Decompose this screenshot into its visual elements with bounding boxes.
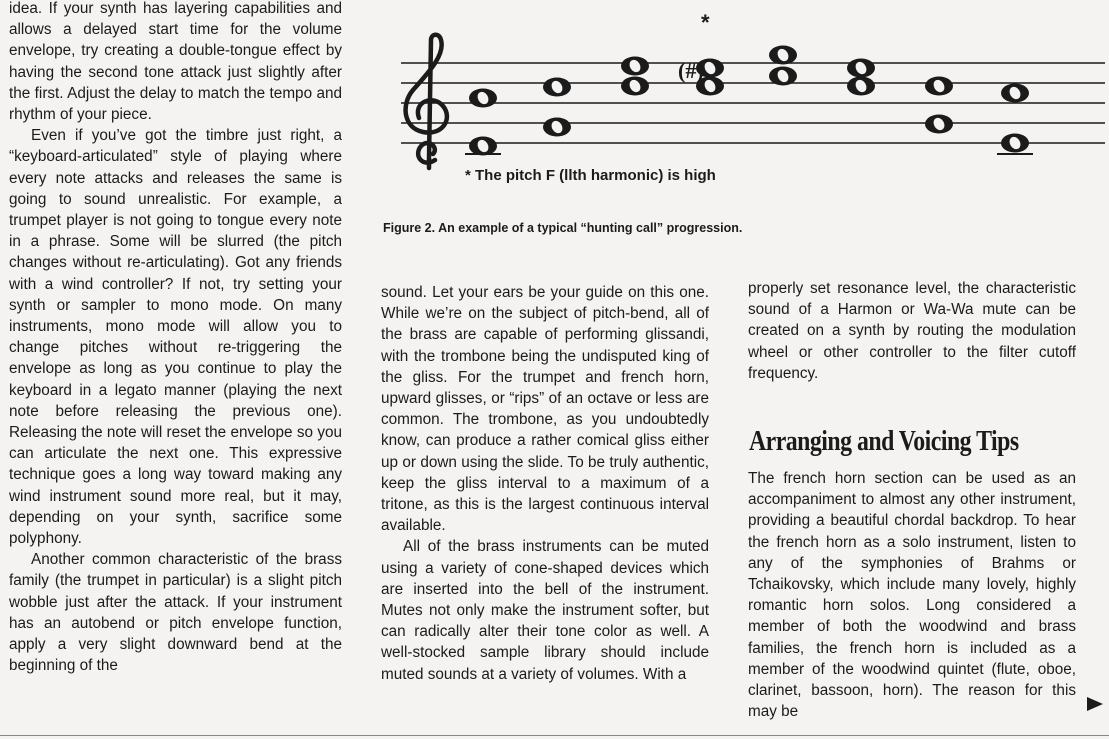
- column-3-continued: [748, 468, 1076, 722]
- paragraph: The french horn section can be used as an accompaniment to almost any other instrument, providing a beautiful chordal backdrop. To hear the french horn as a solo instrument, listen to any of the symphonies of Brahms or Tchaikovsky, which include many lovely, highly romantic horn solos. Long considered a member of both the woodwind and brass families, the french horn is included as a member of the woodwind quintet (flute, oboe, clarinet, bassoon, horn). The reason for this may be: [748, 470, 1076, 721]
- notes: [469, 46, 1029, 156]
- section-heading: Arranging and Voicing Tips: [749, 426, 1019, 457]
- paragraph: Another common characteristic of the brass family (the trumpet in particular) is a slight pitch wobble just after the attack. If your instrument has an autobend or pitch envelope function, apply a very slight downward bend at the beginning of the: [9, 551, 342, 675]
- music-figure: [383, 0, 1109, 250]
- column-2: [381, 282, 709, 685]
- sharp-mark: (#): [678, 58, 704, 83]
- paragraph: Even if you’ve got the timbre just right, a “keyboard-articulated” style of playing where every note attacks and releases the same is going to sound unrealistic. For example, a trumpet player is not going to tongue every note in a phrase. Some will be slurred (the pitch changes without re-articulating). Got any friends with a wind controller? If not, try setting your synth or sampler to mono mode. On many instruments, mono mode will allow you to change pitches without re-triggering the envelope as long as you continue to play the keyboard in a legato manner (playing the next note before releasing the previous one). Releasing the note will reset the envelope so you can articulate the next one. This expressive technique goes a long way toward making any wind instrument sound more real, but it may, depending on your synth, sacrifice some polyphony.: [9, 127, 342, 548]
- asterisk: *: [701, 10, 710, 35]
- treble-clef-icon: [406, 35, 447, 168]
- staff-lines: [401, 63, 1105, 143]
- page-bottom-rule: [0, 735, 1109, 736]
- paragraph: idea. If your synth has layering capabilities and allows a delayed start time for the volume envelope, try creating a double-tongue effect by having the second tone attack just slightly after the first. Adjust the delay to match the tempo and rhythm of your piece.: [9, 0, 342, 124]
- figure-caption: Figure 2. An example of a typical “hunting call” progression.: [383, 221, 743, 235]
- figure-footnote: * The pitch F (llth harmonic) is high: [465, 167, 716, 184]
- column-3: [748, 278, 1076, 384]
- paragraph: All of the brass instruments can be muted using a variety of cone-shaped devices which are inserted into the bell of the instrument. Mutes not only make the instrument softer, but can radically alter their tone color as well. A well-stocked sample library should include muted sounds at a variety of volumes. With a: [381, 538, 709, 683]
- column-1: [9, 0, 342, 677]
- paragraph: properly set resonance level, the characteristic sound of a Harmon or Wa-Wa mute can be created on a synth by routing the modulation wheel or other controller to the filter cutoff frequency.: [748, 280, 1076, 382]
- continue-arrow-icon: [1087, 697, 1103, 711]
- paragraph: sound. Let your ears be your guide on this one. While we’re on the subject of pitch-bend, all of the brass are capable of performing glissandi, with the trombone being the undisputed king of the gliss. For the trumpet and french horn, upward glisses, or “rips” of an octave or less are common. The trombone, as you undoubtedly know, can produce a rather comical gliss either up or down using the slide. To be truly authentic, keep the gliss interval to a maximum of a tritone, as this is the largest continuous interval available.: [381, 284, 709, 535]
